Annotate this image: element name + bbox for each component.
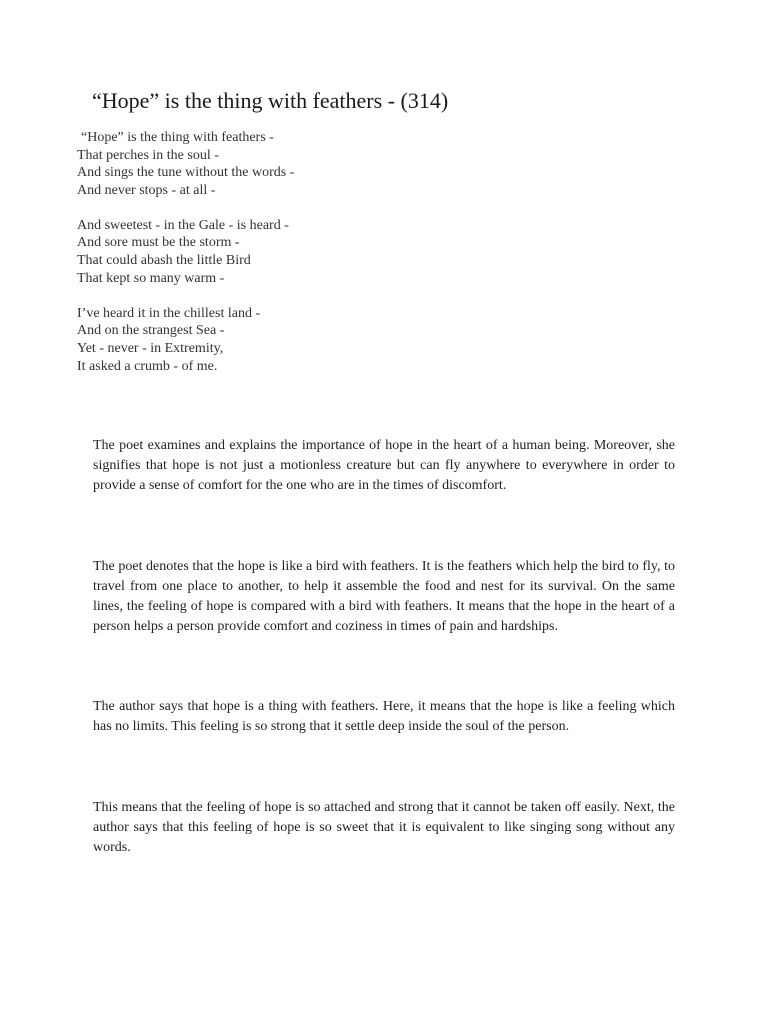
- analysis-paragraph: The poet examines and explains the importance of hope in the heart of a human being. Moreover, she signifies that hope is not just a motionless creature but can fly anywhere to everywhere in order to provide a sense of comfort for the one who are in the times of discomfort.: [93, 438, 675, 494]
- poem-line: That kept so many warm -: [77, 270, 225, 286]
- poem-line: Yet - never - in Extremity,: [77, 340, 224, 356]
- analysis-paragraph: The poet denotes that the hope is like a bird with feathers. It is the feathers which help the bird to fly, to travel from one place to another, to help it assemble the food and nest for its survival. On the same lines, the feeling of hope is compared with a bird with feathers. It means that the hope in the heart of a person helps a person provide comfort and coziness in times of pain and hardships.: [93, 559, 675, 635]
- page-title: “Hope” is the thing with feathers - (314): [92, 88, 449, 113]
- poem-stanza: [77, 217, 437, 287]
- poem-stanza: [77, 305, 437, 375]
- poem-stanza: [77, 129, 437, 199]
- poem-line: And sweetest - in the Gale - is heard -: [77, 217, 289, 233]
- poem-line: And sore must be the storm -: [77, 235, 240, 251]
- poem-line: And never stops - at all -: [77, 182, 216, 198]
- poem-line: I’ve heard it in the chillest land -: [77, 305, 261, 321]
- poem-line: “Hope” is the thing with feathers -: [81, 130, 274, 145]
- poem-line: That perches in the soul -: [77, 147, 219, 163]
- analysis-paragraph: This means that the feeling of hope is so attached and strong that it cannot be taken off easily. Next, the author says that this feeling of hope is so sweet that it is equivalent to like singing song without any words.: [93, 800, 675, 856]
- poem-line: It asked a crumb - of me.: [77, 358, 218, 374]
- poem-line: And sings the tune without the words -: [77, 165, 295, 181]
- poem: [77, 129, 437, 393]
- analysis-paragraph: The author says that hope is a thing with feathers. Here, it means that the hope is like a feeling which has no limits. This feeling is so strong that it settle deep inside the soul of the person.: [93, 699, 675, 735]
- poem-line: That could abash the little Bird: [77, 253, 251, 269]
- poem-line: And on the strangest Sea -: [77, 323, 225, 339]
